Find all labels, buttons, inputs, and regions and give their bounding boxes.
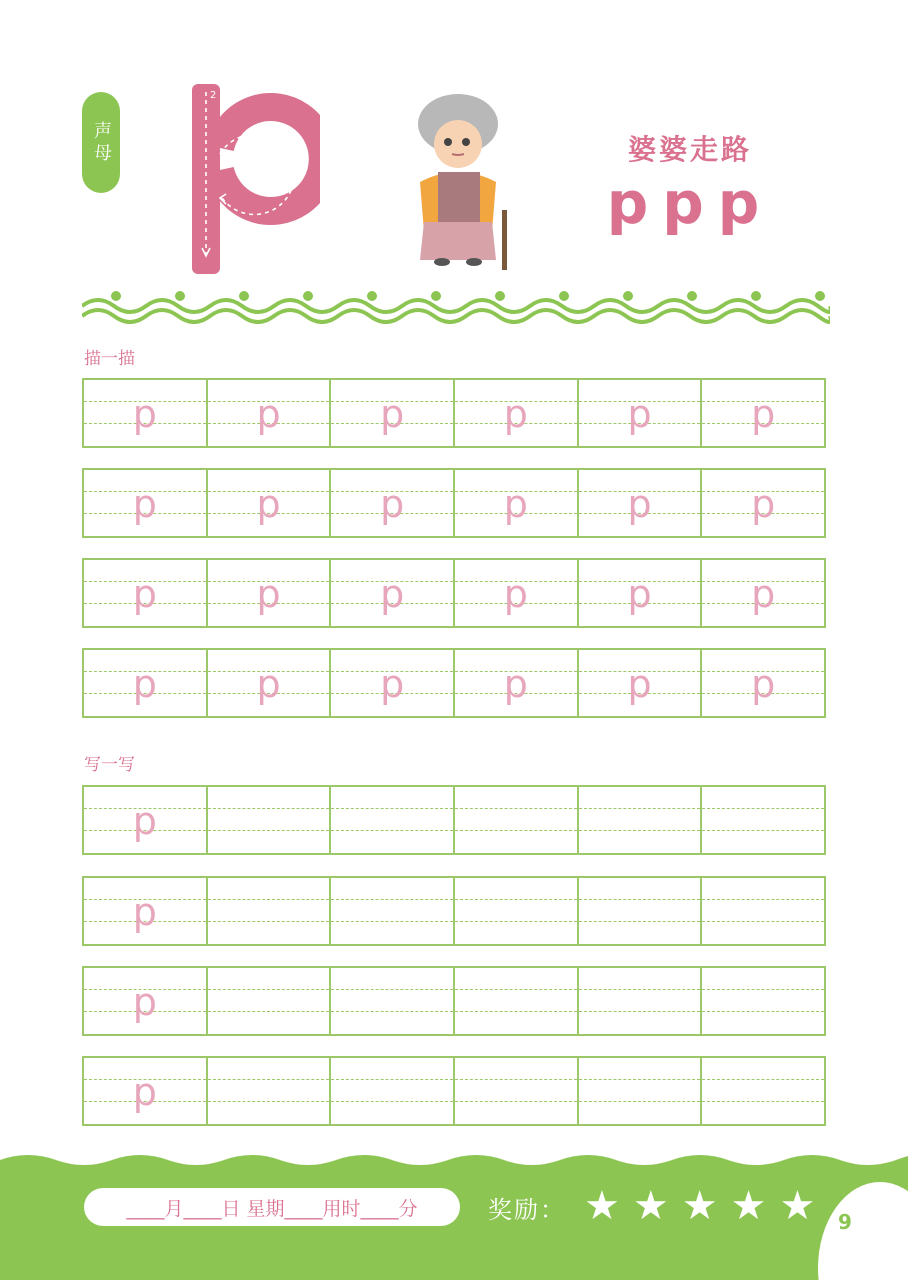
trace-letter: p (256, 662, 281, 706)
trace-cell[interactable] (329, 470, 453, 536)
rhyme-text: ppp (606, 169, 774, 237)
star-icon[interactable]: ★ (730, 1183, 767, 1229)
trace-cell[interactable] (453, 380, 577, 446)
write-cell[interactable] (329, 787, 453, 853)
trace-letter: p (132, 662, 157, 706)
write-cell[interactable] (84, 787, 206, 853)
write-cell[interactable] (329, 1058, 453, 1124)
write-letter: p (132, 980, 157, 1024)
write-letter: p (132, 890, 157, 934)
write-section-label: 写一写 (84, 755, 135, 775)
trace-row (82, 648, 826, 718)
write-row (82, 785, 826, 855)
trace-letter: p (132, 572, 157, 616)
category-tab: 声母 (82, 92, 120, 193)
write-cell[interactable] (453, 1058, 577, 1124)
trace-row (82, 558, 826, 628)
trace-letter: p (256, 482, 281, 526)
trace-letter: p (751, 572, 776, 616)
trace-cell[interactable] (577, 380, 701, 446)
trace-letter: p (751, 482, 776, 526)
trace-letter: p (256, 572, 281, 616)
trace-cell[interactable] (84, 560, 206, 626)
trace-cell[interactable] (206, 470, 330, 536)
write-cell[interactable] (329, 878, 453, 944)
write-cell[interactable] (84, 878, 206, 944)
trace-cell[interactable] (453, 560, 577, 626)
wave-divider (82, 284, 830, 324)
trace-cell[interactable] (84, 380, 206, 446)
write-cell[interactable] (453, 878, 577, 944)
write-cell[interactable] (700, 787, 824, 853)
trace-letter: p (256, 392, 281, 436)
star-icon[interactable]: ★ (632, 1183, 669, 1229)
trace-letter: p (132, 482, 157, 526)
trace-row (82, 468, 826, 538)
trace-section-label: 描一描 (84, 349, 135, 369)
trace-cell[interactable] (329, 380, 453, 446)
trace-letter: p (627, 662, 652, 706)
reward-label: 奖励： (488, 1196, 566, 1224)
reward-stars (584, 1182, 815, 1230)
trace-cell[interactable] (206, 560, 330, 626)
rhyme-title: 婆婆走路 (627, 133, 752, 166)
write-cell[interactable] (206, 1058, 330, 1124)
trace-letter: p (380, 662, 405, 706)
write-cell[interactable] (84, 1058, 206, 1124)
trace-cell[interactable] (84, 650, 206, 716)
write-cell[interactable] (700, 968, 824, 1034)
trace-row (82, 378, 826, 448)
trace-letter: p (132, 392, 157, 436)
write-row (82, 876, 826, 946)
write-letter: p (132, 799, 157, 843)
page-number: 9 (838, 1210, 852, 1234)
trace-letter: p (380, 392, 405, 436)
trace-letter: p (503, 662, 528, 706)
stroke-number-2: 2 (210, 90, 217, 101)
trace-cell[interactable] (206, 380, 330, 446)
trace-cell[interactable] (700, 650, 824, 716)
trace-letter: p (627, 572, 652, 616)
trace-letter: p (380, 482, 405, 526)
trace-cell[interactable] (577, 470, 701, 536)
star-icon[interactable]: ★ (779, 1183, 816, 1229)
trace-letter: p (503, 392, 528, 436)
write-letter: p (132, 1070, 157, 1114)
trace-cell[interactable] (577, 650, 701, 716)
trace-cell[interactable] (700, 560, 824, 626)
write-cell[interactable] (206, 968, 330, 1034)
write-cell[interactable] (84, 968, 206, 1034)
trace-cell[interactable] (206, 650, 330, 716)
write-cell[interactable] (700, 1058, 824, 1124)
grandma-illustration (400, 92, 520, 272)
trace-cell[interactable] (700, 470, 824, 536)
trace-letter: p (751, 662, 776, 706)
write-cell[interactable] (329, 968, 453, 1034)
trace-letter: p (751, 392, 776, 436)
write-cell[interactable] (577, 1058, 701, 1124)
write-cell[interactable] (700, 878, 824, 944)
trace-letter: p (627, 392, 652, 436)
trace-letter: p (503, 482, 528, 526)
write-cell[interactable] (206, 787, 330, 853)
date-time-field[interactable]: ____月____日 星期____用时____分 (84, 1188, 460, 1226)
write-cell[interactable] (577, 968, 701, 1034)
write-cell[interactable] (206, 878, 330, 944)
trace-letter: p (380, 572, 405, 616)
write-cell[interactable] (577, 787, 701, 853)
write-cell[interactable] (453, 787, 577, 853)
trace-cell[interactable] (329, 560, 453, 626)
star-icon[interactable]: ★ (681, 1183, 718, 1229)
trace-letter: p (627, 482, 652, 526)
trace-cell[interactable] (84, 470, 206, 536)
letter-p-stroke-guide (180, 78, 320, 278)
trace-cell[interactable] (700, 380, 824, 446)
write-cell[interactable] (453, 968, 577, 1034)
write-row (82, 1056, 826, 1126)
trace-cell[interactable] (453, 650, 577, 716)
trace-cell[interactable] (577, 560, 701, 626)
trace-letter: p (503, 572, 528, 616)
star-icon[interactable]: ★ (584, 1183, 620, 1229)
write-cell[interactable] (577, 878, 701, 944)
trace-cell[interactable] (453, 470, 577, 536)
trace-cell[interactable] (329, 650, 453, 716)
write-row (82, 966, 826, 1036)
